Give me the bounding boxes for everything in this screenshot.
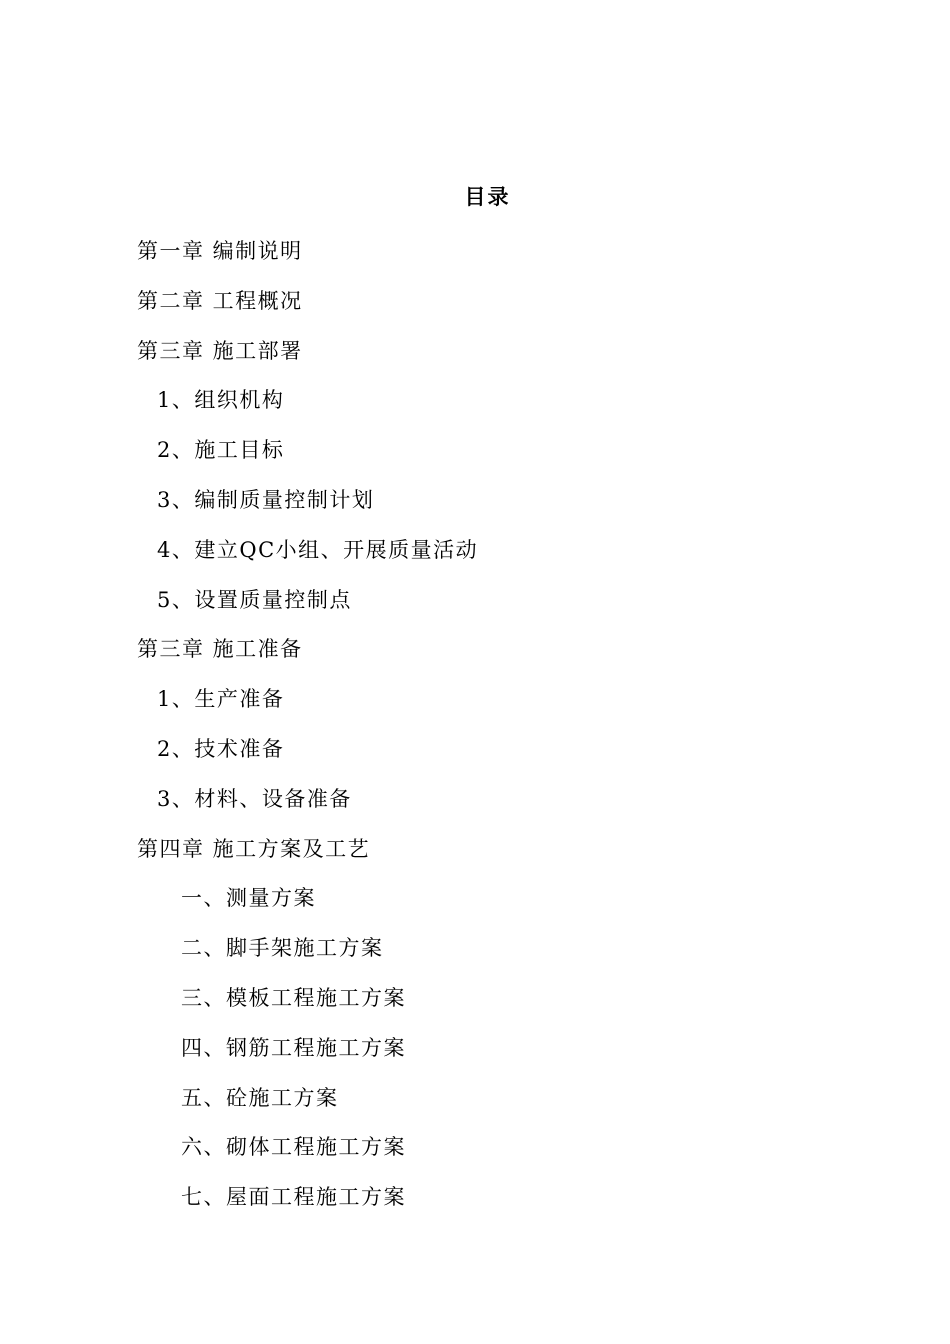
toc-entry-section[interactable] xyxy=(157,535,478,565)
toc-entry-section[interactable] xyxy=(157,435,284,465)
toc-entry-section[interactable] xyxy=(157,485,374,515)
toc-entry-text: 4、建立QC小组、开展质量活动 xyxy=(157,538,479,562)
toc-entry-sub[interactable] xyxy=(181,1182,406,1212)
toc-entry-chapter[interactable] xyxy=(137,336,303,366)
toc-entry-text: 3、材料、设备准备 xyxy=(157,787,352,811)
toc-entry-section[interactable] xyxy=(157,784,352,814)
toc-entry-text: 五、砼施工方案 xyxy=(181,1086,339,1110)
toc-entry-text: 5、设置质量控制点 xyxy=(157,588,352,612)
toc-entry-text: 第二章 工程概况 xyxy=(137,289,303,313)
toc-entry-text: 2、技术准备 xyxy=(157,737,285,761)
toc-entry-text: 四、钢筋工程施工方案 xyxy=(181,1036,406,1060)
toc-entry-chapter[interactable] xyxy=(137,236,303,266)
toc-entry-text: 第三章 施工准备 xyxy=(137,637,303,661)
toc-entry-text: 一、测量方案 xyxy=(181,886,316,910)
toc-entry-section[interactable] xyxy=(157,585,352,615)
toc-entry-text: 1、组织机构 xyxy=(157,388,285,412)
toc-entry-sub[interactable] xyxy=(181,1132,406,1162)
toc-entry-sub[interactable] xyxy=(181,983,406,1013)
toc-entry-sub[interactable] xyxy=(181,1033,406,1063)
toc-entry-sub[interactable] xyxy=(181,933,384,963)
toc-entry-section[interactable] xyxy=(157,684,284,714)
toc-entry-text: 第四章 施工方案及工艺 xyxy=(137,837,371,861)
toc-entry-text: 二、脚手架施工方案 xyxy=(181,936,384,960)
toc-entry-text: 3、编制质量控制计划 xyxy=(157,488,375,512)
toc-entry-sub[interactable] xyxy=(181,1083,339,1113)
toc-entry-text: 1、生产准备 xyxy=(157,687,285,711)
toc-entry-text: 三、模板工程施工方案 xyxy=(181,986,406,1010)
toc-entry-chapter[interactable] xyxy=(137,834,370,864)
toc-entry-text: 六、砌体工程施工方案 xyxy=(181,1135,406,1159)
toc-entry-text: 第一章 编制说明 xyxy=(137,239,303,263)
toc-entry-chapter[interactable] xyxy=(137,286,303,316)
toc-entry-chapter[interactable] xyxy=(137,634,303,664)
toc-entry-sub[interactable] xyxy=(181,883,316,913)
toc-entry-section[interactable] xyxy=(157,734,284,764)
toc-title: 目录 xyxy=(464,185,511,209)
toc-entry-text: 七、屋面工程施工方案 xyxy=(181,1185,406,1209)
toc-entry-text: 第三章 施工部署 xyxy=(137,339,303,363)
toc-entry-text: 2、施工目标 xyxy=(157,438,285,462)
toc-entry-section[interactable] xyxy=(157,385,284,415)
